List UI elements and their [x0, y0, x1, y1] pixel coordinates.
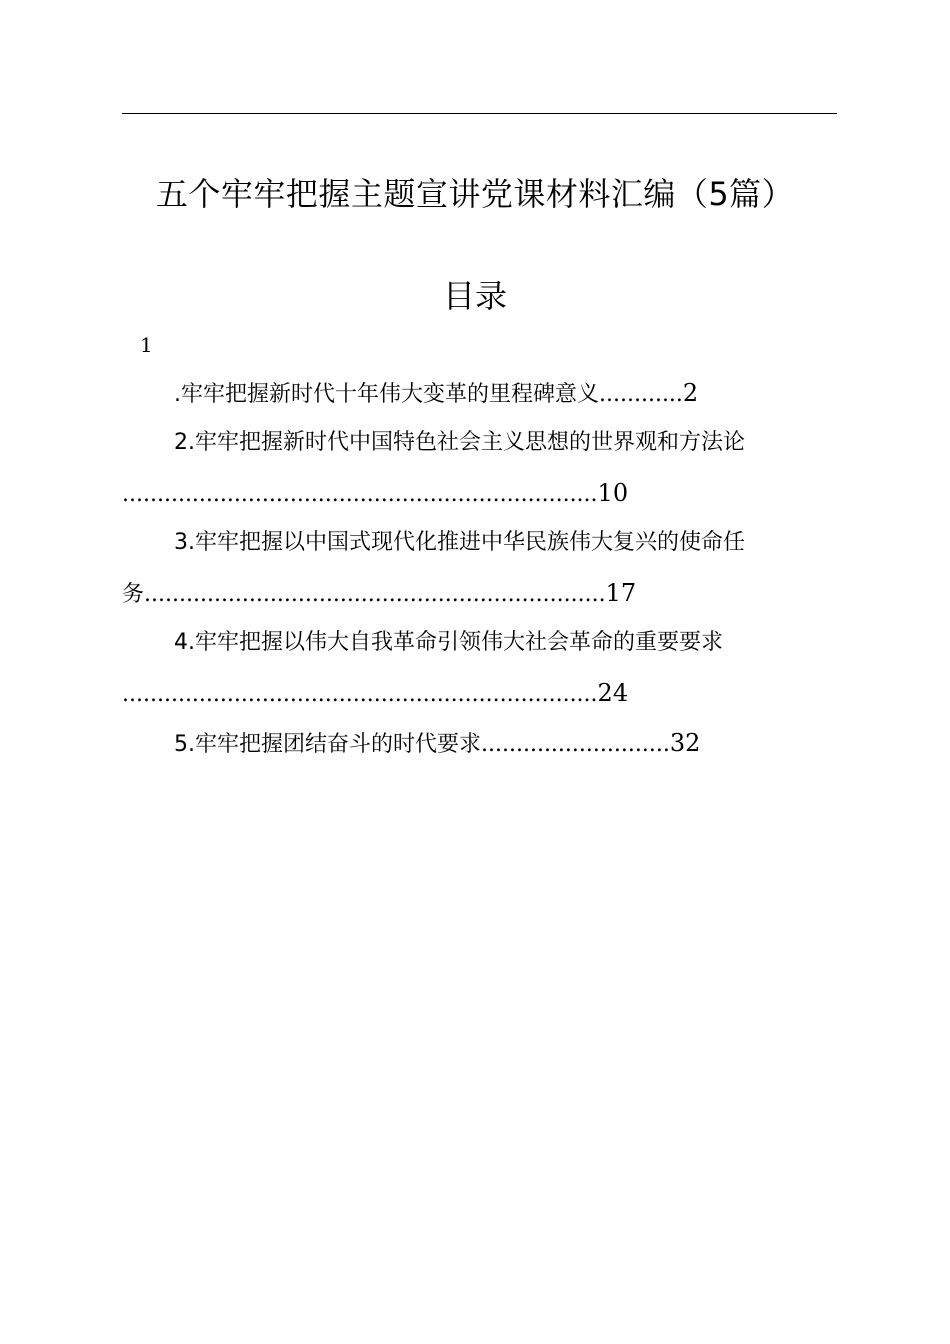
list-number: 1	[140, 333, 153, 357]
toc-entry-4[interactable]	[174, 627, 723, 659]
toc-entry-5-page: 32	[669, 729, 701, 757]
toc-entry-1-leader: ............	[599, 382, 683, 407]
toc-entry-3-page: 17	[605, 579, 637, 607]
toc-entry-5-leader: ...........................	[481, 732, 670, 757]
toc-entry-3[interactable]	[174, 527, 745, 559]
toc-entry-4-title: 4.牢牢把握以伟大自我革命引领伟大社会革命的重要要求	[174, 630, 723, 655]
toc-entry-1-page: 2	[682, 379, 699, 407]
toc-heading: 目录	[442, 277, 507, 315]
toc-entry-3-title-cont: 务	[122, 582, 145, 607]
toc-entry-1[interactable]	[174, 377, 698, 411]
toc-entry-2-cont[interactable]	[122, 477, 628, 511]
toc-entry-5[interactable]	[174, 727, 700, 761]
toc-entry-3-cont[interactable]	[122, 577, 636, 611]
toc-entry-3-leader: ..................................................................	[144, 582, 606, 607]
toc-entry-4-cont[interactable]	[122, 677, 628, 711]
toc-entry-1-title: .牢牢把握新时代十年伟大变革的里程碑意义	[174, 382, 599, 407]
toc-entry-5-title: 5.牢牢把握团结奋斗的时代要求	[174, 732, 481, 757]
toc-entry-2-leader: ....................................................................	[122, 482, 598, 507]
toc-entry-4-leader: ....................................................................	[122, 682, 598, 707]
toc-entry-2-title: 2.牢牢把握新时代中国特色社会主义思想的世界观和方法论	[174, 430, 745, 455]
toc-entry-2[interactable]	[174, 427, 745, 459]
toc-entry-4-page: 24	[597, 679, 629, 707]
document-title: 五个牢牢把握主题宣讲党课材料汇编（5篇）	[155, 175, 795, 213]
toc-entry-2-page: 10	[597, 479, 629, 507]
header-rule	[122, 113, 837, 114]
toc-entry-3-title: 3.牢牢把握以中国式现代化推进中华民族伟大复兴的使命任	[174, 530, 745, 555]
